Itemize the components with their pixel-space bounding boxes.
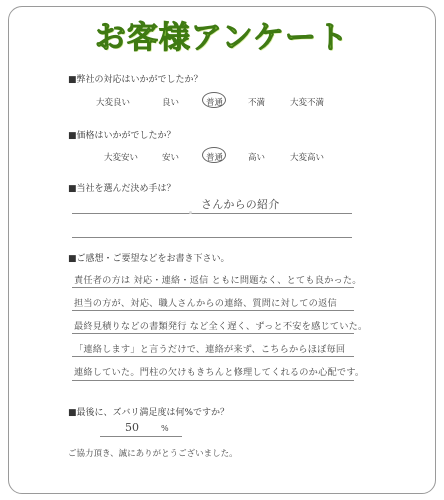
percent-unit: %	[161, 424, 169, 433]
comment-line	[72, 380, 354, 381]
paper-mark	[189, 211, 192, 214]
page-title: お客様アンケート	[94, 20, 350, 56]
price-option-expensive[interactable]: 高い	[248, 153, 266, 163]
question-comments: ■ご感想・ご要望などをお書き下さい。	[68, 254, 230, 264]
satisfaction-value[interactable]: 50	[125, 421, 139, 434]
question-service: ■弊社の対応はいかがでしたか？	[68, 75, 203, 85]
closing-message: ご協力頂き、誠にありがとうございました。	[68, 449, 238, 459]
service-option-very-dissatisfied[interactable]: 大変不満	[290, 98, 325, 108]
service-option-good[interactable]: 良い	[162, 98, 180, 108]
selected-circle-mark	[202, 147, 226, 163]
comment-line	[72, 310, 354, 311]
price-option-cheap[interactable]: 安い	[162, 153, 180, 163]
satisfaction-line	[100, 436, 182, 437]
comment-text-line: 「連絡します」と言うだけで、連絡が来ず、こちらからほぼ毎回	[74, 344, 346, 355]
comment-text-line: 責任者の方は 対応・連絡・返信 ともに問題なく、とても良かった。	[74, 275, 362, 286]
service-option-very-good[interactable]: 大変良い	[96, 98, 131, 108]
comment-line	[72, 287, 354, 288]
comment-line	[72, 333, 354, 334]
service-option-normal[interactable]: 普通	[206, 98, 224, 108]
service-option-dissatisfied[interactable]: 不満	[248, 98, 266, 108]
comment-text-line: 担当の方が、対応、職人さんからの連絡、質問に対しての返信	[74, 298, 337, 309]
price-option-very-cheap[interactable]: 大変安い	[104, 153, 139, 163]
price-option-normal[interactable]: 普通	[206, 153, 224, 163]
selected-circle-mark	[202, 92, 226, 108]
question-satisfaction: ■最後に、ズバリ満足度は何%ですか？	[68, 408, 230, 418]
reason-answer[interactable]: さんからの紹介	[201, 198, 280, 211]
price-option-very-expensive[interactable]: 大変高い	[290, 153, 325, 163]
comment-text-line: 最終見積りなどの書類発行 など全く遅く、ずっと不安を感じていた。	[74, 321, 368, 332]
answer-line	[72, 237, 352, 238]
question-price: ■価格はいかがでしたか？	[68, 131, 176, 141]
question-reason: ■当社を選んだ決め手は？	[68, 184, 176, 194]
answer-line	[72, 213, 352, 214]
comment-text-line: 連絡していた。門柱の欠けもきちんと修理してくれるのか心配です。	[74, 367, 365, 378]
comment-line	[72, 356, 354, 357]
